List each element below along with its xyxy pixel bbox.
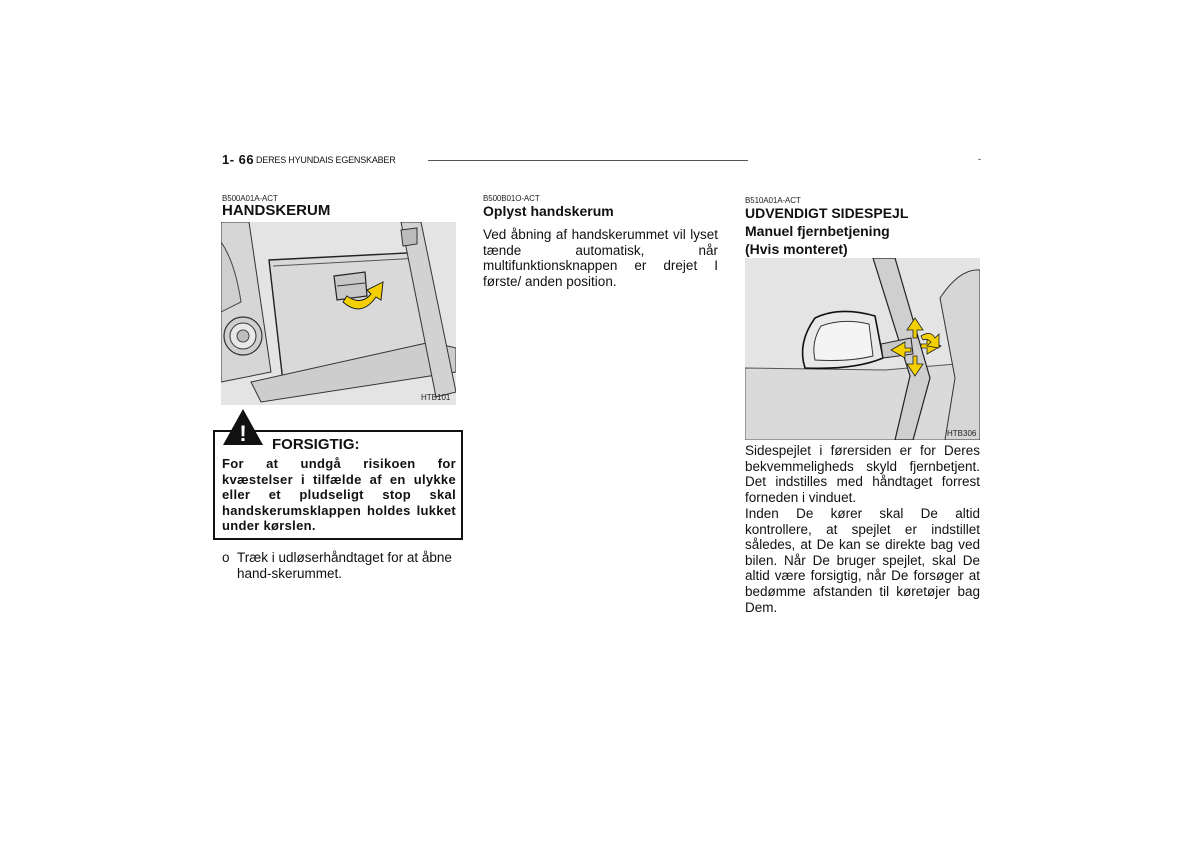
header-rule: [428, 160, 748, 161]
warning-triangle-icon: [222, 408, 264, 446]
col3-heading-3: (Hvis monteret): [745, 241, 848, 257]
col2-heading: Oplyst handskerum: [483, 203, 614, 219]
col2-text: Ved åbning af handskerummet vil lyset tænde automatisk, når multifunktionsknappen er drejet I første/ anden position.: [483, 227, 718, 289]
section-title: DERES HYUNDAIS EGENSKABER: [256, 155, 396, 165]
col3-heading-1: UDVENDIGT SIDESPEJL: [745, 205, 909, 221]
bullet-text: Træk i udløserhåndtaget for at åbne hand-skerummet.: [237, 550, 452, 581]
glovebox-figure: [221, 222, 456, 405]
col3-code: B510A01A-ACT: [745, 196, 801, 205]
caution-title: FORSIGTIG:: [272, 436, 360, 453]
col2-code: B500B01O-ACT: [483, 194, 540, 203]
page-header: [222, 152, 982, 168]
mirror-figure: [745, 258, 980, 440]
bullet-marker: o: [222, 550, 230, 565]
col3-paragraph-2: Inden De kører skal De altid kontrollere, at spejlet er indstillet således, at De kan se direkte bag ved bilen. Når De bruger spejlet, skal De altid være forsigtig, når De forsøger at bedømme afstanden til køretøjer bag Dem.: [745, 506, 980, 615]
glovebox-illustration: [221, 222, 456, 405]
col1-code: B500A01A-ACT: [222, 194, 278, 203]
mirror-illustration: [745, 258, 980, 440]
page-number: 1- 66: [222, 152, 255, 167]
corner-mark: -: [978, 154, 981, 164]
caution-text: For at undgå risikoen for kvæstelser i tilfælde af en ulykke eller et pludseligt stop skal handskerumsklappen holdes lukket under kørslen.: [222, 456, 456, 534]
col1-heading: HANDSKERUM: [222, 202, 331, 219]
glovebox-figure-label: HTB101: [421, 393, 451, 402]
col3-heading-2: Manuel fjernbetjening: [745, 223, 890, 239]
mirror-figure-label: HTB306: [947, 429, 977, 438]
col3-paragraph-1: Sidespejlet i førersiden er for Deres bekvemmeligheds skyld fjernbetjent. Det indstilles med håndtaget forrest forneden i vinduet.: [745, 443, 980, 505]
warning-triangle-symbol: !: [239, 421, 247, 446]
